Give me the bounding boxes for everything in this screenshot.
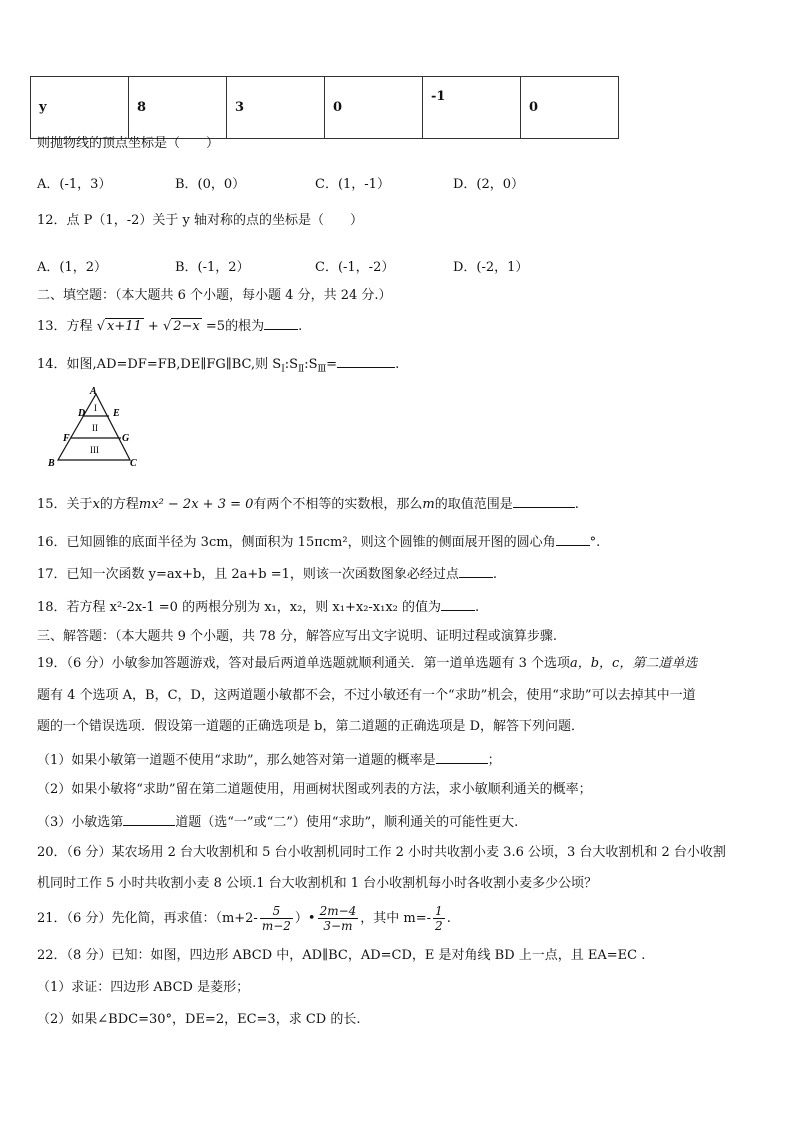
q19-line-1b: a，b，c，第二道单选	[569, 656, 698, 671]
q11-option-c: C．(1，-1）	[315, 177, 390, 192]
q19-part-1-end: ；	[487, 753, 501, 768]
q11-option-a: A．(-1，3）	[37, 177, 112, 192]
label-d: D	[78, 408, 86, 419]
q18	[37, 598, 479, 616]
q18-text: 18．若方程 x²-2x-1 =0 的两根分别为 x₁，x₂，则 x₁+x₂-x₁x₂ 的值为	[37, 600, 442, 615]
triangle-figure	[44, 386, 144, 470]
q13-radicand-1: x+11	[106, 319, 142, 334]
q16	[37, 533, 600, 551]
q15-prefix: 15．关于	[37, 497, 93, 512]
fraction-numerator: 2m−4	[319, 904, 357, 918]
q21-end: .	[446, 911, 451, 926]
q14	[37, 355, 399, 378]
q14-sub-2: Ⅱ	[298, 364, 305, 375]
fraction	[318, 904, 359, 933]
answer-blank[interactable]	[441, 598, 475, 611]
q19-part-3	[37, 813, 518, 831]
q11-option-d: D．(2，0）	[453, 177, 525, 192]
q17	[37, 565, 497, 583]
table-cell: 3	[227, 77, 325, 139]
q17-end: .	[492, 567, 498, 582]
q19-line-3: 题的一个错误选项．假设第一道题的正确选项是 b，第二道题的正确选项是 D，解答下列问题．	[37, 719, 585, 734]
q19-part-1	[37, 751, 501, 769]
answer-blank[interactable]	[337, 355, 395, 368]
q12-option-b: B．(-1，2）	[175, 260, 250, 275]
fraction	[433, 904, 445, 933]
fraction-denominator: 3−m	[323, 919, 353, 933]
label-b: B	[48, 458, 55, 469]
q15-equation: mx² − 2x + 3 = 0	[138, 497, 254, 512]
q14-equals: =	[326, 357, 338, 372]
label-a: A	[90, 386, 97, 397]
q19-part-1-text: （1）如果小敏第一道题不使用“求助”，那么她答对第一道题的概率是	[37, 753, 436, 768]
answer-blank[interactable]	[556, 533, 590, 546]
table-cell: 0	[325, 77, 423, 139]
q13-end: .	[298, 319, 303, 334]
q21	[37, 904, 451, 934]
table-cell: -1	[423, 77, 521, 139]
answer-blank[interactable]	[436, 751, 488, 764]
xy-value-table	[30, 76, 619, 139]
q12-option-d: D．(-2，1）	[453, 260, 529, 275]
q13-plus: +	[147, 319, 159, 334]
section-3-heading: 三、解答题：（本大题共 9 个小题，共 78 分，解答应写出文字说明、证明过程或演算步骤.	[37, 629, 557, 644]
q13-suffix: 的根为	[225, 319, 265, 334]
q21-mid: ）•	[294, 911, 316, 926]
q22-line-1: 22．（8 分）已知：如图，四边形 ABCD 中，AD∥BC，AD=CD，E 是对角线 BD 上一点，且 EA=EC .	[37, 948, 646, 963]
section-2-heading: 二、填空题：（本大题共 6 个小题，每小题 4 分，共 24 分.）	[37, 288, 392, 303]
q15-var-x: x	[92, 497, 100, 512]
q19-line-1a: 19．（6 分）小敏参加答题游戏，答对最后两道单选题就顺利通关．第一道单选题有 3 个选项	[37, 656, 570, 671]
q18-end: .	[475, 600, 480, 615]
region-2-label: II	[92, 423, 98, 433]
label-c: C	[130, 458, 137, 469]
q11-stem: 则抛物线的顶点坐标是（ ）	[37, 136, 220, 151]
q19-part-3b: 道题（选“一”或“二”）使用“求助”，顺利通关的可能性更大.	[175, 815, 519, 830]
q13-radicand-2: 2−x	[173, 319, 200, 334]
q19-line-2: 题有 4 个选项 A，B，C，D，这两道题小敏都不会，不过小敏还有一个“求助”机会，使用“求助”可以去掉其中一道	[37, 688, 696, 703]
region-1-label: I	[94, 403, 97, 413]
q14-sub-3: Ⅲ	[317, 364, 327, 375]
q13-equals: =5	[205, 319, 226, 334]
region-3-label: III	[90, 445, 99, 455]
label-e: E	[113, 408, 120, 419]
q22-part-1: （1）求证：四边形 ABCD 是菱形；	[37, 980, 250, 995]
q14-end: .	[395, 357, 400, 372]
sqrt-symbol: √	[96, 319, 105, 334]
q15-mid-3: 的取值范围是	[434, 497, 513, 512]
q19-line-1	[37, 656, 697, 672]
q20-line-2: 机同时工作 5 小时共收割小麦 8 公顷.1 台大收割机和 1 台小收割机每小时各收割小麦多少公顷？	[37, 876, 598, 891]
table-cell: y	[31, 77, 129, 139]
q11-option-b: B．(0，0）	[175, 177, 246, 192]
fraction-denominator: m−2	[261, 919, 291, 933]
table-cell: 0	[521, 77, 619, 139]
q14-text: 14．如图,AD=DF=FB,DE∥FG∥BC,则 S	[37, 357, 282, 372]
q13-prefix: 13．方程	[37, 319, 93, 334]
q14-colon-2: :S	[304, 357, 318, 372]
label-g: G	[122, 433, 130, 444]
table-cell: 8	[129, 77, 227, 139]
q12-option-a: A．(1，2）	[37, 260, 108, 275]
q19-part-2: （2）如果小敏将“求助”留在第二道题使用，用画树状图或列表的方法，求小敏顺利通关的概率；	[37, 782, 592, 797]
fraction-numerator: 5	[260, 904, 293, 919]
answer-blank[interactable]	[123, 813, 175, 826]
sqrt-symbol: √	[162, 319, 172, 334]
label-f: F	[63, 433, 70, 444]
answer-blank[interactable]	[459, 565, 493, 578]
q15-var-m: m	[422, 497, 435, 512]
q22-part-2: （2）如果∠BDC=30°，DE=2，EC=3，求 CD 的长.	[37, 1012, 361, 1027]
q20-line-1: 20．（6 分）某农场用 2 台大收割机和 5 台小收割机同时工作 2 小时共收割小麦 3.6 公顷，3 台大收割机和 2 台小收割	[37, 845, 726, 860]
q21-mid-2: ，其中 m=-	[360, 911, 432, 926]
answer-blank[interactable]	[513, 495, 575, 508]
answer-blank[interactable]	[264, 317, 298, 330]
q14-sub-1: Ⅰ	[281, 364, 285, 375]
fraction-denominator: 2	[435, 919, 443, 933]
q15-mid-2: 有两个不相等的实数根，那么	[253, 497, 423, 512]
q15-mid-1: 的方程	[99, 497, 139, 512]
fraction	[260, 904, 293, 933]
fraction-numerator: 1	[435, 904, 443, 918]
q21-prefix: 21．（6 分）先化简，再求值：（m+2-	[37, 911, 258, 926]
q16-end: °.	[589, 535, 601, 550]
q17-text: 17．已知一次函数 y=ax+b，且 2a+b =1，则该一次函数图象必经过点	[37, 567, 459, 582]
q12-option-c: C．(-1，-2）	[315, 260, 395, 275]
q15	[37, 495, 579, 513]
q16-text: 16．已知圆锥的底面半径为 3cm，侧面积为 15πcm²，则这个圆锥的侧面展开图的圆心角	[37, 535, 556, 550]
q12-stem: 12．点 P（1，-2）关于 y 轴对称的点的坐标是（ ）	[37, 213, 363, 228]
q19-part-3a: （3）小敏选第	[37, 815, 124, 830]
q13	[37, 317, 302, 335]
q15-end: .	[574, 497, 579, 512]
q14-colon-1: :S	[284, 357, 299, 372]
